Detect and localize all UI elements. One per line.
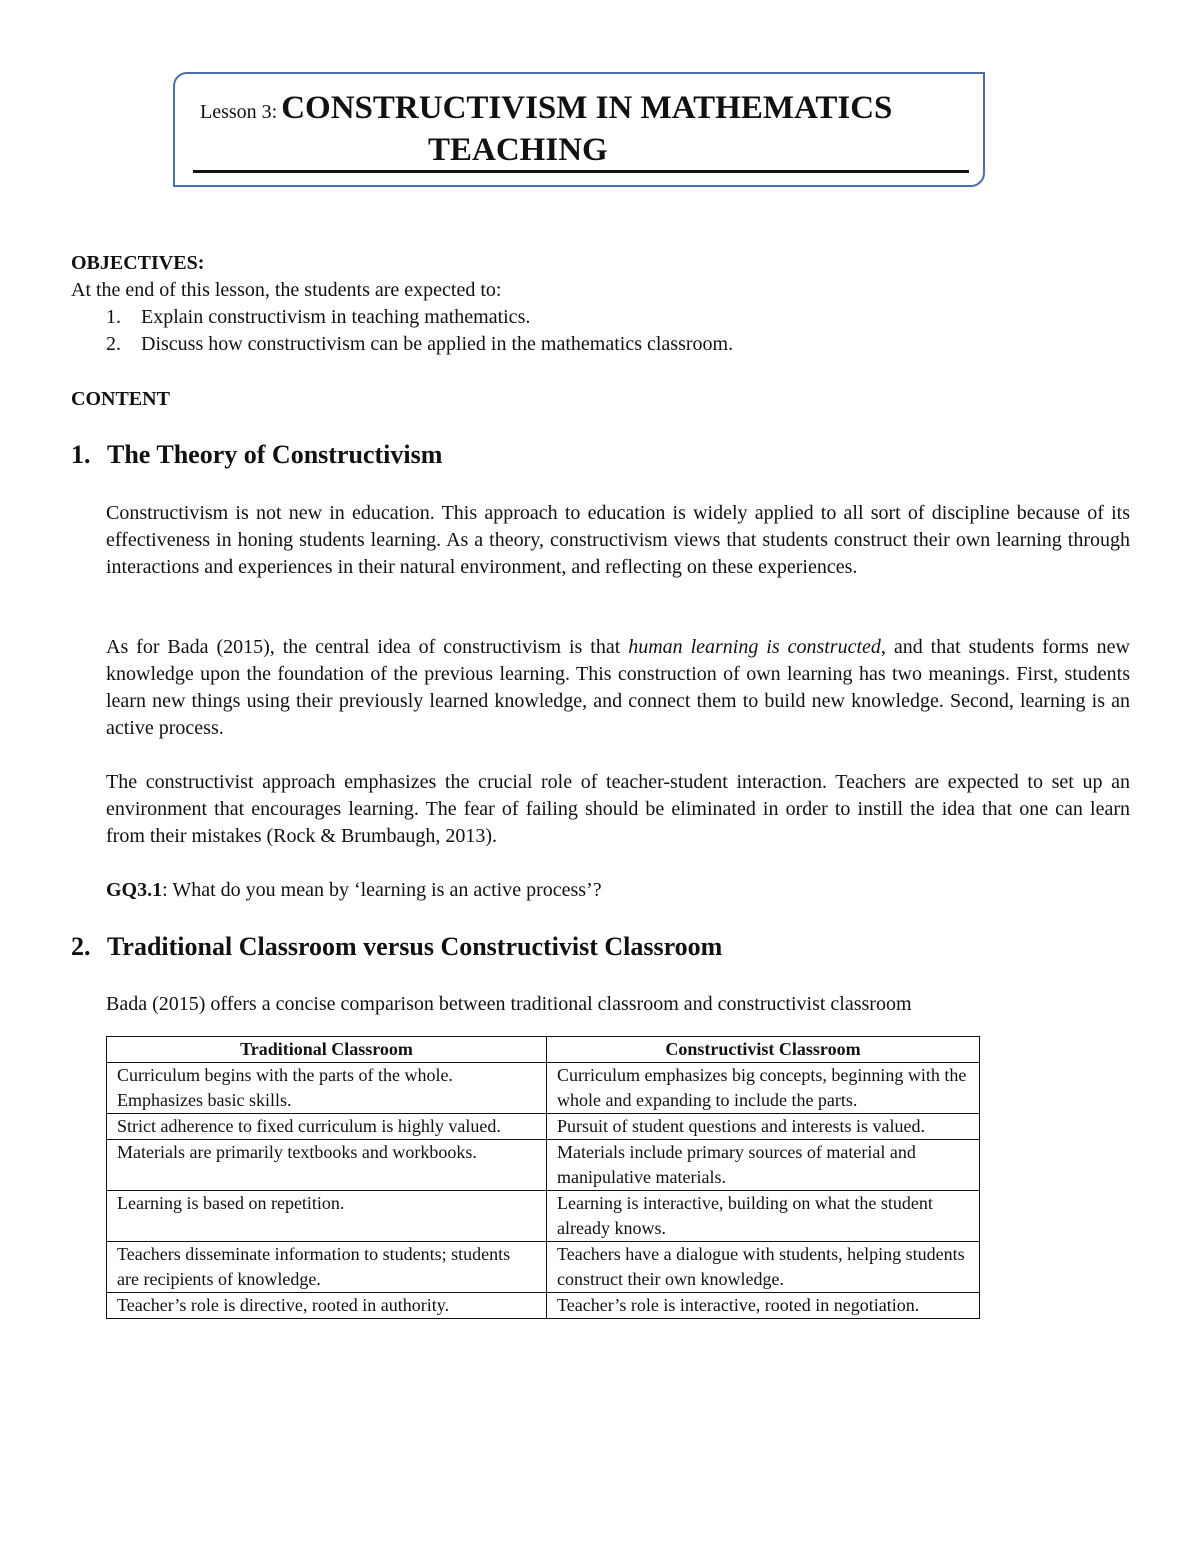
guide-question-label: GQ3.1 (106, 879, 163, 901)
table-row (107, 1293, 980, 1319)
table-cell: Pursuit of student questions and interests is valued. (547, 1114, 980, 1140)
objective-number: 1. (106, 306, 121, 328)
emphasis-text: human learning is constructed (628, 636, 881, 658)
objectives-list (71, 304, 1131, 358)
table-row (107, 1140, 980, 1191)
table-row (107, 1242, 980, 1293)
table-row (107, 1191, 980, 1242)
table-cell: Teacher’s role is interactive, rooted in negotiation. (547, 1293, 980, 1319)
objectives-section (71, 250, 1131, 358)
table-cell: Teachers have a dialogue with students, helping students construct their own knowledge. (547, 1242, 980, 1293)
column-header-constructivist: Constructivist Classroom (547, 1037, 980, 1063)
title-underline (193, 170, 969, 173)
paragraph-theory: Constructivism is not new in education. This approach to education is widely applied to all sort of discipline because of its effectiveness in honing students learning. As a theory, constructivism views that students construct their own learning through interactions and experiences in their natural environment, and reflecting on these experiences. (106, 502, 1130, 578)
comparison-table (106, 1036, 980, 1319)
objective-text: Explain constructivism in teaching mathematics. (141, 306, 531, 328)
table-row (107, 1063, 980, 1114)
section-title: Traditional Classroom versus Constructivist Classroom (107, 932, 723, 961)
table-cell: Materials are primarily textbooks and workbooks. (107, 1140, 547, 1191)
section-title: The Theory of Constructivism (107, 440, 443, 469)
section-number: 2. (71, 932, 91, 961)
lesson-number: Lesson 3: (200, 101, 278, 123)
table-cell: Teachers disseminate information to students; students are recipients of knowledge. (107, 1242, 547, 1293)
table-header-row (107, 1037, 980, 1063)
lesson-title-box (173, 72, 985, 187)
section-2-heading (71, 932, 722, 962)
lesson-title (200, 90, 892, 127)
table-cell: Learning is based on repetition. (107, 1191, 547, 1242)
objectives-heading: OBJECTIVES: (71, 252, 205, 274)
paragraph-text: , and that students forms new knowledge upon the foundation of the previous learning. This construction of own learning has two meanings. First, students learn new things using their previously learned knowledge, and connect them to build new knowledge. Second, learning is an active process. (106, 636, 1130, 739)
lesson-title-line2: TEACHING (428, 132, 608, 168)
table-row (107, 1114, 980, 1140)
objectives-intro: At the end of this lesson, the students are expected to: (71, 279, 502, 301)
table-cell: Materials include primary sources of material and manipulative materials. (547, 1140, 980, 1191)
comparison-intro: Bada (2015) offers a concise comparison between traditional classroom and constructivist classroom (106, 993, 912, 1015)
objective-item (71, 304, 1131, 331)
objective-item (71, 331, 1131, 358)
section-1-heading (71, 440, 442, 470)
paragraph-interaction: The constructivist approach emphasizes the crucial role of teacher-student interaction. Teachers are expected to set up an environment that encourages learning. The fear of failing should be eliminated in order to instill the idea that one can learn from their mistakes (Rock & Brumbaugh, 2013). (106, 771, 1130, 847)
paragraph-bada (106, 634, 1130, 742)
section-number: 1. (71, 440, 91, 469)
objective-text: Discuss how constructivism can be applied in the mathematics classroom. (141, 333, 734, 355)
content-heading: CONTENT (71, 388, 170, 410)
table-cell: Teacher’s role is directive, rooted in authority. (107, 1293, 547, 1319)
column-header-traditional: Traditional Classroom (107, 1037, 547, 1063)
objective-number: 2. (106, 333, 121, 355)
table-cell: Strict adherence to fixed curriculum is highly valued. (107, 1114, 547, 1140)
paragraph-text: As for Bada (2015), the central idea of constructivism is that (106, 636, 629, 658)
table-cell: Curriculum begins with the parts of the whole. Emphasizes basic skills. (107, 1063, 547, 1114)
guide-question-text: : What do you mean by ‘learning is an active process’? (162, 879, 602, 901)
table-cell: Learning is interactive, building on what the student already knows. (547, 1191, 980, 1242)
guide-question (106, 877, 602, 904)
lesson-title-main: CONSTRUCTIVISM IN MATHEMATICS (281, 90, 893, 126)
table-cell: Curriculum emphasizes big concepts, beginning with the whole and expanding to include the parts. (547, 1063, 980, 1114)
